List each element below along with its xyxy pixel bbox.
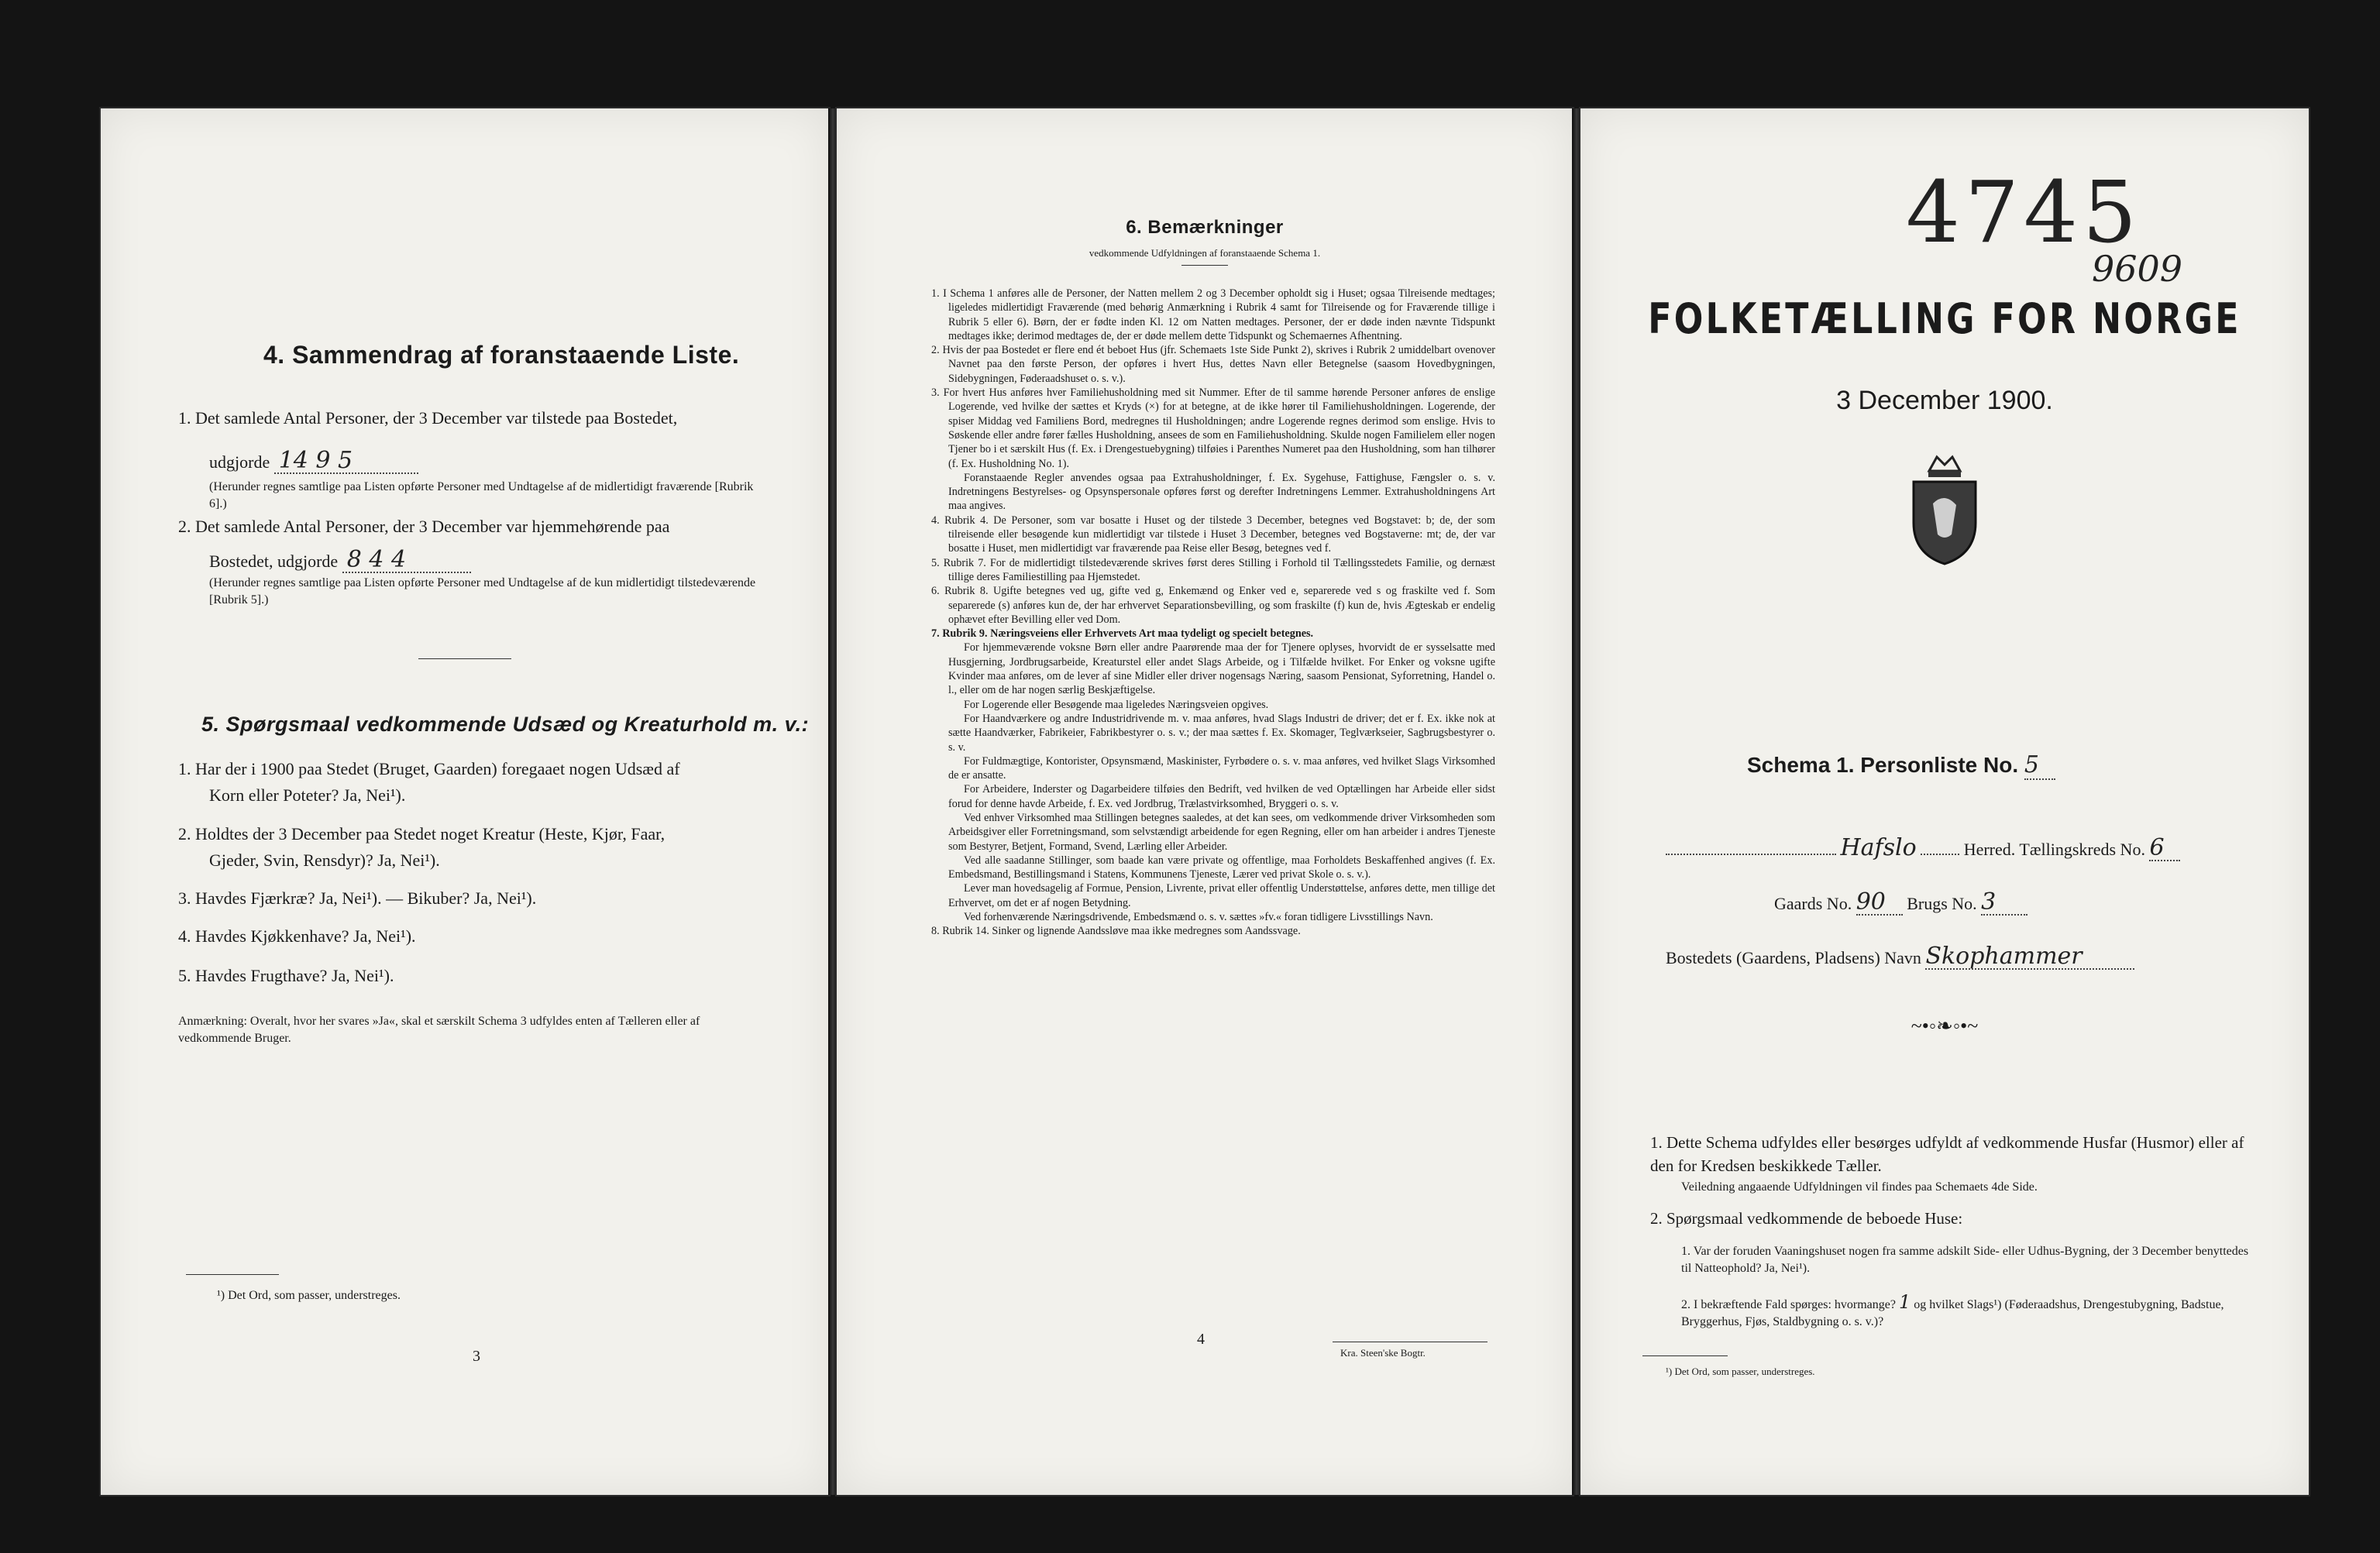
printer: Kra. Steen'ske Bogtr. <box>1340 1347 1426 1359</box>
section4-title: 4. Sammendrag af foranstaaende Liste. <box>263 341 740 369</box>
footnote: ¹) Det Ord, som passer, understreges. <box>217 1289 401 1302</box>
ornament-divider: ~•◦❧◦•~ <box>1911 1015 1979 1037</box>
brugs-label: Brugs No. <box>1907 894 1977 913</box>
q1b: Korn eller Poteter? Ja, Nei¹). <box>209 785 406 805</box>
note: Foranstaaende Regler anvendes ogsaa paa Extrahusholdninger, f. Ex. Sygehuse, Fattighuse, Fængsler o. s. v. Indretningens Bestyrelses- og Opsynspersonale opføres først og derefter Indretningens Lemmer. Extrahusholdningens Art maa angives. <box>948 471 1495 513</box>
item2-note: (Herunder regnes samtlige paa Listen opførte Personer med Undtagelse af de kun midlertidigt tilstedeværende [Rubrik 5].) <box>209 576 756 606</box>
item1-line <box>209 449 418 474</box>
gaards-line <box>1774 888 2027 916</box>
instruction-1: 1. Dette Schema udfyldes eller besørges udfyldt af vedkommende Husfar (Husmor) eller af den for Kredsen beskikkede Tæller. <box>1650 1133 2244 1175</box>
title-wrap <box>1580 294 2309 343</box>
herred-value: Hafslo <box>1840 834 1917 861</box>
gaards-label: Gaards No. <box>1774 894 1852 913</box>
item1-prefix: udgjorde <box>209 452 270 472</box>
item2-prefix: Bostedet, udgjorde <box>209 551 339 571</box>
bosted-value: Skophammer <box>1925 945 2134 970</box>
schema-label: Schema 1. Personliste No. <box>1747 753 2019 777</box>
remarks-title: 6. Bemærkninger <box>1126 217 1284 238</box>
note: Ved alle saadanne Stillinger, som baade kan være private og offentlige, maa Forholdets Beskaffenhed angives (f. Ex. Embedsmand, Bestillingsmand i Statens, Kommunens Tjeneste, Lærer ved privat Skole o. s. v.). <box>948 854 1495 881</box>
note: 5. Rubrik 7. For de midlertidigt tilstedeværende skrives først deres Stilling i Forhold til Tællingsstedets Familie, og dernæst tillige deres Familiestilling paa Hjemstedet. <box>931 556 1495 583</box>
schema-line <box>1747 751 2055 780</box>
remarks-subtitle: vedkommende Udfyldningen af foranstaaende Schema 1. <box>1089 247 1321 259</box>
item1-value: 14 9 5 <box>274 449 418 474</box>
coat-of-arms-icon <box>1902 449 1987 565</box>
gaards-value: 90 <box>1856 891 1903 916</box>
main-title: FOLKETÆLLING FOR NORGE <box>1648 294 2241 343</box>
census-date: 3 December 1900. <box>1836 386 2053 415</box>
remark: Anmærkning: Overalt, hvor her svares »Ja«, skal et særskilt Schema 3 udfyldes enten af Tælleren eller af vedkommende Bruger. <box>178 1015 700 1045</box>
divider <box>418 658 511 659</box>
note: 1. I Schema 1 anføres alle de Personer, der Natten mellem 2 og 3 December opholdt sig i Huset; ogsaa Tilreisende medtages; ligeledes midlertidigt Fraværende (med behørig Anmærkning i Rubrik 4 samt for Tilreisende og for Fraværende tillige i Rubrik 5 eller 6). Børn, der er fødte inden Kl. 12 om Natten medtages. Personer, der er døde inden nævnte Tidspunkt medtages ikke; derimod medtages de, der er døde mellem dette Tidspunkt og Schemaernes Afhentning. <box>931 287 1495 342</box>
remarks-body <box>922 287 1495 939</box>
note: For Haandværkere og andre Industridrivende m. v. maa anføres, hvad Slags Industri de driver; det er f. Ex. ikke nok at sætte Haandværker, Fabrikeier, Fabrikbestyrer o. s. v.; der maa sættes f. Ex. Skomager, Teglværkseier, Sagbrugsbestyrer o. s. v. <box>948 712 1495 754</box>
kreds-value: 6 <box>2149 837 2180 861</box>
subtitle-rule <box>1181 265 1228 266</box>
page-number: 4 <box>1197 1331 1205 1348</box>
note: Ved forhenværende Næringsdrivende, Embedsmænd o. s. v. sættes »fv.« foran tidligere Livsstillings Navn. <box>964 911 1433 924</box>
note: Lever man hovedsagelig af Formue, Pension, Livrente, privat eller offentlig Understøttelse, anføres dette, men tillige det Erhvervet, om det er af nogen Betydning. <box>948 882 1495 909</box>
note: 7. Rubrik 9. Næringsveiens eller Erhvervets Art maa tydeligt og specielt betegnes. <box>931 627 1314 641</box>
page-right <box>1580 108 2309 1495</box>
instruction-2-1: 1. Var der foruden Vaaningshuset nogen fra samme adskilt Side- eller Udhus-Bygning, der 3 December benyttedes til Natteophold? Ja, Nei¹). <box>1681 1245 2249 1275</box>
note: 6. Rubrik 8. Ugifte betegnes ved ug, gifte ved g, Enkemænd og Enker ved e, separerede ved s og fraskilte ved f. Som separerede (s) anføres kun de, der har erhvervet Separationsbevilling, og som fraskilte (f) kun de, hvis Ægteskab er endelig ophævet efter Bevilling eller ved Dom. <box>931 585 1495 626</box>
footnote-rule <box>186 1274 279 1275</box>
bosted-line <box>1666 945 2134 970</box>
note: 8. Rubrik 14. Sinker og lignende Aandssløve maa ikke medregnes som Aandssvage. <box>931 925 1301 938</box>
q5: 5. Havdes Frugthave? Ja, Nei¹). <box>178 966 394 985</box>
page-left <box>101 108 829 1495</box>
q1: 1. Har der i 1900 paa Stedet (Bruget, Gaarden) foregaaet nogen Udsæd af <box>178 759 680 778</box>
instruction-2-2-value: 1 <box>1898 1291 1911 1313</box>
handwritten-number-2: 9609 <box>2092 248 2183 290</box>
footnote-rule <box>1642 1355 1728 1356</box>
item2-value: 8 4 4 <box>342 548 471 573</box>
bosted-label: Bostedets (Gaardens, Pladsens) Navn <box>1666 948 1921 967</box>
item2-text: 2. Det samlede Antal Personer, der 3 December var hjemmehørende paa <box>178 517 670 536</box>
note: For hjemmeværende voksne Børn eller andre Paarørende maa der for Tjenere oplyses, hvorvidt de er sysselsatte med Husgjerning, Jordbrugsarbeide, Kreaturstel eller andet Slags Arbeide, og i Tilfælde hvilket. For Enker og voksne ugifte Kvinder maa anføres, om de lever af sine Midler eller driver nogensags Næring, saasom Pensionat, Syforretning, Handel o. l., eller om de har nogen særlig Beskjæftigelse. <box>948 641 1495 697</box>
schema-number: 5 <box>2024 751 2055 780</box>
q2: 2. Holdtes der 3 December paa Stedet noget Kreatur (Heste, Kjør, Faar, <box>178 824 666 843</box>
note: Ved enhver Virksomhed maa Stillingen betegnes saaledes, at det kan sees, om vedkommende driver Virksomheden som Arbeidsgiver eller Forretningsmand, som selvstændigt arbeidende for egen Regning, eller om han arbeider i andres Tjeneste som Bestyrer, Betjent, Formand, Svend, Lærling eller Arbeider. <box>948 811 1495 853</box>
page-number: 3 <box>473 1348 480 1365</box>
note: For Logerende eller Besøgende maa ligeledes Næringsveien opgives. <box>964 698 1269 711</box>
herred-label: Herred. <box>1963 840 2016 859</box>
instruction-2: 2. Spørgsmaal vedkommende de beboede Huse: <box>1650 1209 1963 1228</box>
section5-title: 5. Spørgsmaal vedkommende Udsæd og Kreaturhold m. v.: <box>201 713 810 736</box>
q3: 3. Havdes Fjærkræ? Ja, Nei¹). — Bikuber? Ja, Nei¹). <box>178 888 537 908</box>
instruction-2-2a: 2. I bekræftende Fald spørges: hvormange? <box>1681 1298 1896 1311</box>
note: For Arbeidere, Inderster og Dagarbeidere tilføies den Bedrift, ved hvilken de ved Optællingen har Arbeide eller sidst forud for denne havde Arbeide, f. Ex. ved Jordbrug, Trælastvirksomhed, Bryggeri o. s. v. <box>948 783 1495 810</box>
handwritten-number: 4745 <box>1906 163 2141 262</box>
note: For Fuldmægtige, Kontorister, Opsynsmænd, Maskinister, Fyrbødere o. s. v. maa anføres, ved hvilket Slags Virksomhed de er ansatte. <box>948 754 1495 782</box>
kreds-label: Tællingskreds No. <box>2019 840 2145 859</box>
herred-line <box>1666 834 2254 861</box>
instruction-1-sub: Veiledning angaaende Udfyldningen vil findes paa Schemaets 4de Side. <box>1681 1180 2038 1194</box>
note: 3. For hvert Hus anføres hver Familiehusholdning med sit Nummer. Efter de til samme hørende Personer anføres de enslige Logerende, ved hvilke der sættes et Kryds (×) for at betegne, at de ikke hører til Familiehusholdningen. Logerende, der spiser Middag ved Familiens Bord, medregnes til Husholdningen; andre Logerende regnes derimod som enslige. Hvis to Søskende eller andre fører fælles Husholdning, ansees de som en Familiehusholdning. Skulde nogen Familielem eller nogen Tjener bo i et særskilt Hus (f. Ex. i Drengestuebygning) tilføies i Parenthes Numeret paa den Husholdning, som han tilhører (f. Ex. Husholdning No. 1). <box>931 387 1495 470</box>
q2b: Gjeder, Svin, Rensdyr)? Ja, Nei¹). <box>209 850 440 870</box>
item1-text: 1. Det samlede Antal Personer, der 3 December var tilstede paa Bostedet, <box>178 408 678 428</box>
q4: 4. Havdes Kjøkkenhave? Ja, Nei¹). <box>178 926 416 946</box>
footnote: ¹) Det Ord, som passer, understreges. <box>1666 1366 1815 1377</box>
brugs-value: 3 <box>1981 891 2027 916</box>
note: 2. Hvis der paa Bostedet er flere end ét beboet Hus (jfr. Schemaets 1ste Side Punkt 2), skrives i Rubrik 2 umiddelbart ovenover Navnet paa den første Person, der opføres i hvert Hus, dettes Navn eller Betegnelse (saasom Hovedbygningen, Sidebygningen, Føderaadshuset o. s. v.). <box>931 344 1495 385</box>
item1-note: (Herunder regnes samtlige paa Listen opførte Personer med Undtagelse af de midlertidigt fraværende [Rubrik 6].) <box>209 480 754 510</box>
instruction-2-2b: og hvilket Slags¹) (Føderaadshus, Drengestubygning, Badstue, Bryggerhus, Fjøs, Staldbygning o. s. v.)? <box>1681 1298 2224 1328</box>
item2-line <box>209 548 471 573</box>
note: 4. Rubrik 4. De Personer, som var bosatte i Huset og der tilstede 3 December, betegnes ved Bogstavet: b; de, der som tilreisende eller besøgende kun midlertidigt var tilstede i Huset 3 December, betegnes ved Bogstaverne: mt; de, der var bosatte i Huset, men midlertidigt var fraværende paa Reise eller Besøg, betegnes ved f. <box>931 514 1495 555</box>
page-middle <box>837 108 1573 1495</box>
instruction-2-2 <box>1681 1291 2254 1331</box>
